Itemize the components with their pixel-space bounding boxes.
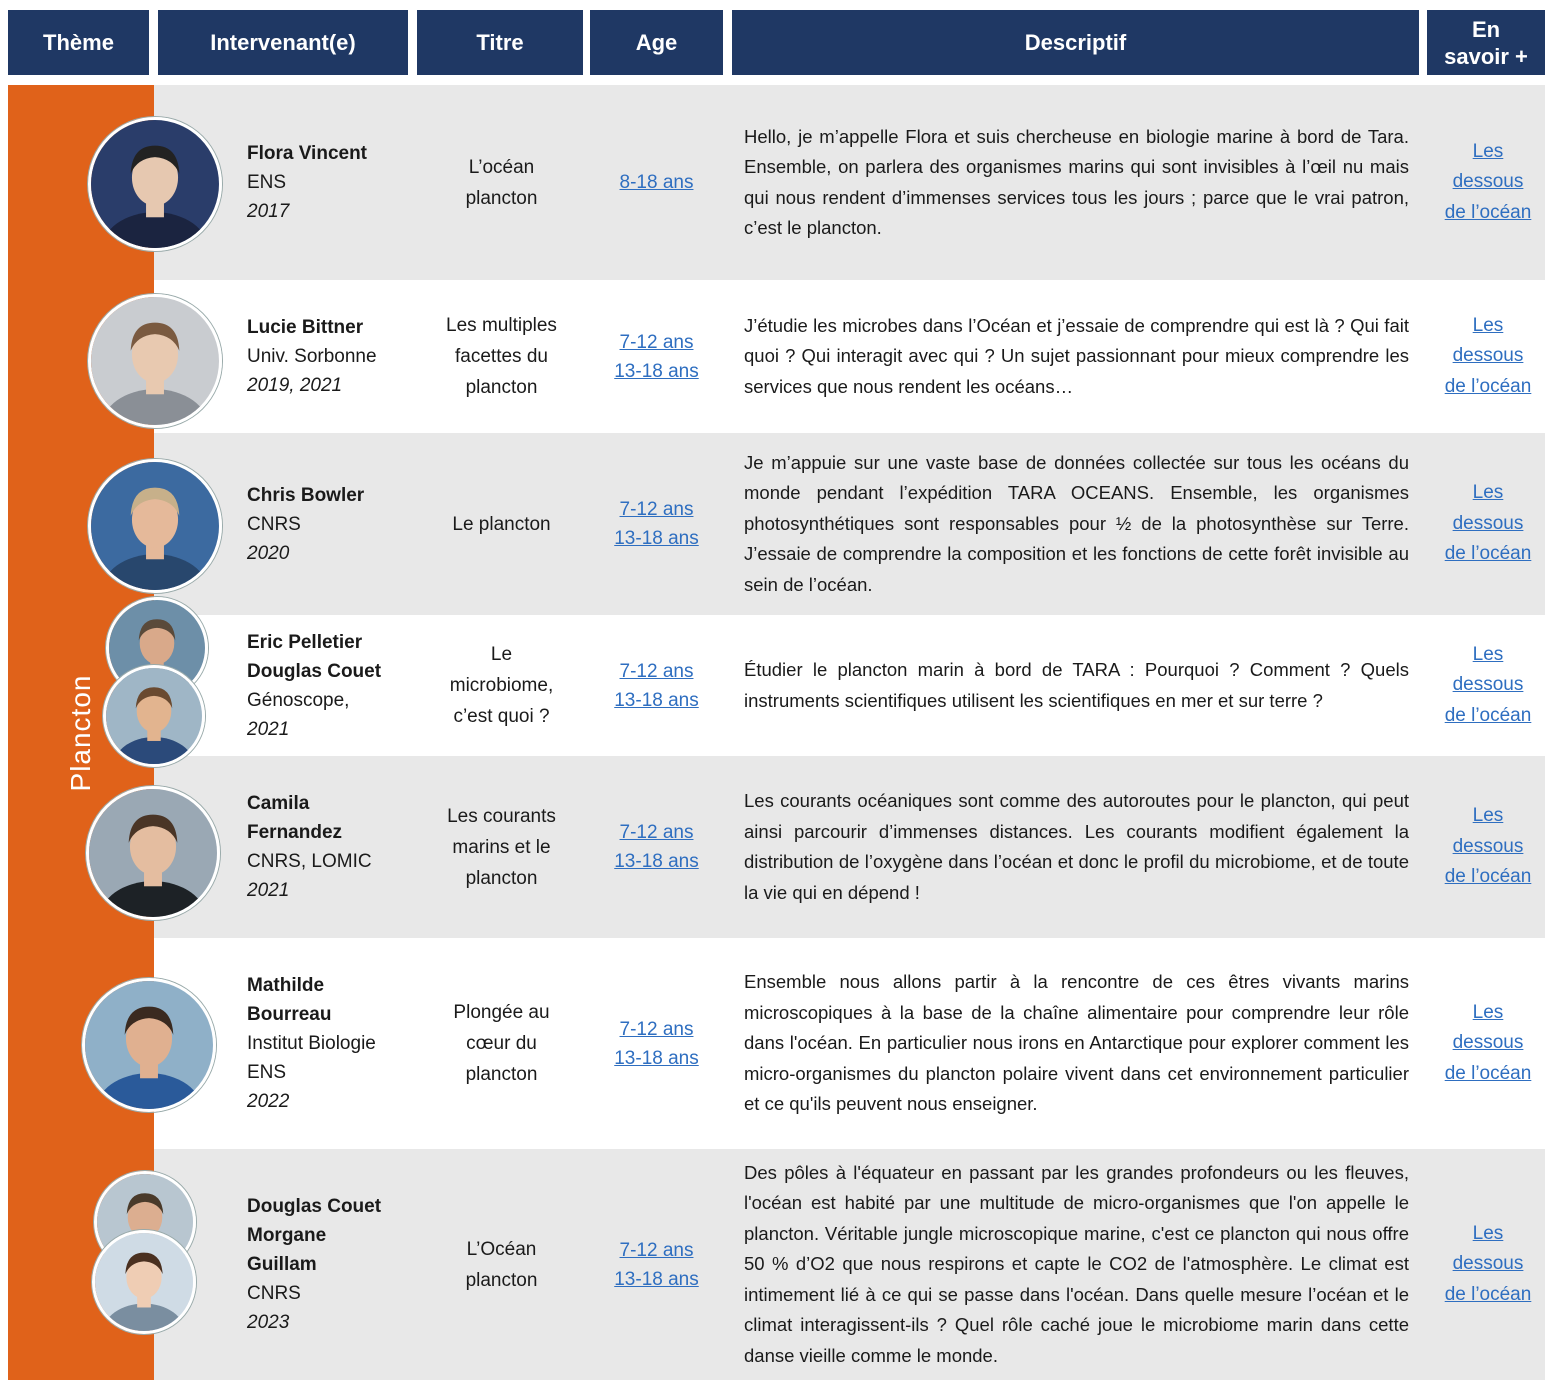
description-text: Des pôles à l'équateur en passant par les grandes profondeurs ou les fleuves, l'océan est habité par une multitude de micro-organismes que l'on appelle le plancton. Véritable jungle microscopique marine, c'est ce plancton qui nous offre 50 % d’O2 que nous respirons et capte le CO2 de l'atmosphère. Le climat est intimement lié à ce qui se passe dans l'océan. Dans quelle mesure l’océan et le climat interagissent-ils ? Quel rôle caché joue le microbiome marin dans cette danse vieille comme le monde. — [744, 1161, 1409, 1366]
speaker-name: Guillam — [247, 1254, 317, 1275]
speaker-name: Eric Pelletier — [247, 631, 363, 653]
more-link[interactable] — [1424, 938, 1545, 1149]
description-cell — [744, 756, 1409, 938]
age-link[interactable]: 13-18 ans — [614, 851, 699, 872]
age-link[interactable]: 13-18 ans — [614, 689, 699, 711]
speaker-cell — [247, 433, 422, 615]
more-link-line[interactable]: de l’océan — [1444, 375, 1532, 397]
more-link-line[interactable]: dessous — [1452, 512, 1524, 534]
title-line: plancton — [465, 377, 538, 398]
age-cell — [579, 1149, 734, 1380]
table-row — [154, 85, 1545, 280]
header-theme — [8, 10, 149, 75]
more-link-line[interactable]: dessous — [1452, 835, 1524, 857]
title-cell — [424, 615, 579, 756]
description-cell — [744, 280, 1409, 433]
speaker-name: Camila — [247, 793, 310, 814]
description-cell — [744, 85, 1409, 280]
description-text: Les courants océaniques sont comme des autoroutes pour le plancton, qui peut ainsi parcourir d’immenses distances. Les courants modifient également la distribution de l’oxygène dans l’océan et donc le profil du microbiome, et de toute la vie qui en dépend ! — [744, 790, 1409, 903]
more-link-line[interactable]: dessous — [1452, 171, 1524, 193]
speaker-cell — [247, 615, 422, 756]
age-cell — [579, 938, 734, 1149]
header-theme-label: Thème — [43, 30, 114, 55]
description-text: Hello, je m’appelle Flora et suis chercheuse en biologie marine à bord de Tara. Ensemble, on parlera des organismes marins qui sont invisibles à l’œil nu mais qui nous rendent d’immenses services tous les jours ; parce que le vrai patron, c’est le plancton. — [744, 125, 1409, 238]
speaker-name: Douglas Couet — [247, 1196, 382, 1217]
title-cell — [424, 756, 579, 938]
speaker-affiliation: Univ. Sorbonne — [247, 346, 377, 367]
title-cell — [424, 938, 579, 1149]
title-line: microbiome, — [449, 675, 554, 696]
speaker-cell — [247, 938, 422, 1149]
title-line: L’Océan — [466, 1238, 537, 1260]
speaker-year: 2021 — [247, 718, 290, 740]
table-row — [154, 615, 1545, 756]
header-age — [590, 10, 723, 75]
title-cell — [424, 85, 579, 280]
age-link[interactable]: 8-18 ans — [619, 172, 694, 193]
more-link-line[interactable]: dessous — [1452, 1032, 1524, 1054]
speaker-cell — [247, 280, 422, 433]
more-link-line[interactable]: dessous — [1452, 674, 1524, 696]
age-link[interactable]: 7-12 ans — [619, 499, 694, 520]
header-age-label: Age — [635, 30, 678, 55]
avatar — [88, 294, 222, 428]
description-cell — [744, 1149, 1409, 1380]
age-link[interactable]: 7-12 ans — [619, 1018, 694, 1040]
speaker-year: 2023 — [247, 1312, 290, 1333]
title-line: Le plancton — [452, 513, 551, 535]
header-title — [417, 10, 583, 75]
header-description-label: Descriptif — [1024, 30, 1127, 55]
age-cell — [579, 756, 734, 938]
speaker-year: 2019, 2021 — [247, 375, 343, 396]
more-link-line[interactable]: Les — [1472, 482, 1504, 504]
title-cell — [424, 1149, 579, 1380]
title-line: plancton — [465, 187, 538, 209]
title-line: Plongée au — [453, 1002, 550, 1023]
title-line: c’est quoi ? — [453, 706, 550, 727]
age-link[interactable]: 13-18 ans — [614, 1047, 699, 1069]
age-cell — [579, 615, 734, 756]
speaker-name: Lucie Bittner — [247, 317, 364, 338]
more-link-line[interactable]: Les — [1472, 805, 1504, 827]
header-description — [732, 10, 1419, 75]
title-cell — [424, 433, 579, 615]
title-line: facettes du — [455, 346, 548, 367]
title-line: plancton — [465, 1064, 538, 1085]
description-text: Étudier le plancton marin à bord de TARA : Pourquoi ? Comment ? Quels instruments scientifiques utilisent les scientifiques en mer et sur terre ? — [744, 659, 1409, 711]
age-cell — [579, 280, 734, 433]
more-link-line[interactable]: Les — [1472, 140, 1504, 162]
more-link-line[interactable]: de l’océan — [1444, 1283, 1532, 1305]
more-link-line[interactable]: de l’océan — [1444, 866, 1532, 888]
avatar — [92, 1230, 196, 1334]
more-link-line[interactable]: de l’océan — [1444, 543, 1532, 565]
speaker-name: Mathilde — [247, 975, 325, 996]
speaker-name: Morgane — [247, 1225, 327, 1246]
age-cell — [579, 85, 734, 280]
title-line: marins et le — [452, 836, 551, 858]
header-speaker-label: Intervenant(e) — [210, 30, 356, 55]
age-link[interactable]: 13-18 ans — [614, 1268, 699, 1290]
title-line: Les courants — [447, 805, 556, 827]
more-link[interactable] — [1424, 756, 1545, 938]
header-more-line1: En — [1471, 16, 1501, 42]
table-row — [154, 1149, 1545, 1380]
age-link[interactable]: 13-18 ans — [614, 528, 699, 549]
title-line: Les multiples — [446, 315, 557, 336]
speaker-cell — [247, 756, 422, 938]
more-link[interactable] — [1424, 433, 1545, 615]
avatar — [82, 978, 216, 1112]
speaker-cell — [247, 1149, 422, 1380]
age-link[interactable]: 13-18 ans — [614, 360, 699, 382]
age-link[interactable]: 7-12 ans — [619, 822, 694, 843]
description-text: J’étudie les microbes dans l’Océan et j’essaie de comprendre qui est là ? Qui fait quoi ? Qui interagit avec qui ? Un sujet passionnant pour mieux comprendre les services que nous rendent les océans… — [744, 314, 1409, 397]
speaker-name: Chris Bowler — [247, 484, 365, 506]
description-cell — [744, 615, 1409, 756]
avatar — [103, 665, 205, 767]
title-line: L’océan — [468, 156, 535, 178]
speaker-name: Douglas Couet — [247, 660, 382, 682]
more-link[interactable] — [1424, 615, 1545, 756]
more-link-line[interactable]: de l’océan — [1444, 1062, 1532, 1084]
speaker-name: Bourreau — [247, 1004, 332, 1025]
table-row — [154, 433, 1545, 615]
speaker-cell — [247, 85, 422, 280]
more-link[interactable] — [1424, 280, 1545, 433]
description-cell — [744, 433, 1409, 615]
header-more-line2: savoir + — [1444, 43, 1528, 69]
speaker-name: Fernandez — [247, 822, 343, 843]
more-link-line[interactable]: dessous — [1452, 345, 1524, 367]
more-link-line[interactable]: de l’océan — [1444, 201, 1532, 223]
age-link[interactable]: 7-12 ans — [619, 1239, 694, 1261]
description-text: Ensemble nous allons partir à la rencontre de ces êtres vivants marins microscopiques à la base de la chaîne alimentaire pour comprendre leur rôle dans l'océan. En particulier nous irons en Antarctique pour explorer comment les micro-organismes du plancton polaire vivent dans cet environnement particulier et ce qu'ils peuvent nous enseigner. — [744, 971, 1409, 1115]
more-link-line[interactable]: Les — [1472, 314, 1504, 336]
more-link[interactable] — [1424, 1149, 1545, 1380]
table-row — [154, 938, 1545, 1149]
title-line: cœur du — [466, 1033, 537, 1054]
speaker-affiliation: Génoscope, — [247, 689, 350, 711]
speaker-affiliation: CNRS — [247, 513, 301, 535]
speaker-affiliation: ENS — [247, 172, 287, 193]
table-row — [154, 756, 1545, 938]
description-text: Je m’appuie sur une vaste base de données collectée sur tous les océans du monde pendant l’expédition TARA OCEANS. Ensemble, les organismes photosynthétiques sont responsables pour ½ de la photosynthèse sur Terre. J’essaie de comprendre la composition et les fonctions de cette forêt invisible au sein de l’océan. — [744, 451, 1409, 595]
description-cell — [744, 938, 1409, 1149]
avatar — [86, 786, 220, 920]
more-link-line[interactable]: Les — [1472, 1001, 1504, 1023]
speaker-year: 2022 — [247, 1091, 290, 1112]
speaker-name: Flora Vincent — [247, 143, 368, 164]
speaker-affiliation: CNRS — [247, 1283, 301, 1304]
title-line: Le — [490, 644, 513, 665]
theme-label: Plancton — [65, 674, 96, 792]
age-link[interactable]: 7-12 ans — [619, 331, 694, 353]
speaker-affiliation: Institut Biologie — [247, 1033, 376, 1054]
speaker-affiliation: ENS — [247, 1062, 287, 1083]
more-link-line[interactable]: de l’océan — [1444, 704, 1532, 726]
speaker-year: 2020 — [247, 542, 290, 564]
title-line: plancton — [465, 867, 538, 889]
more-link-line[interactable]: dessous — [1452, 1253, 1524, 1275]
more-link-line[interactable]: Les — [1472, 1222, 1504, 1244]
header-more — [1427, 10, 1545, 75]
speaker-affiliation: CNRS, LOMIC — [247, 851, 372, 872]
avatar — [88, 117, 222, 251]
speaker-year: 2021 — [247, 880, 290, 901]
avatar — [88, 459, 222, 593]
title-line: plancton — [465, 1269, 538, 1291]
more-link-line[interactable]: Les — [1472, 643, 1504, 665]
title-cell — [424, 280, 579, 433]
header-speaker — [158, 10, 408, 75]
table-row — [154, 280, 1545, 433]
more-link[interactable] — [1424, 85, 1545, 280]
age-cell — [579, 433, 734, 615]
age-link[interactable]: 7-12 ans — [619, 660, 694, 682]
header-title-label: Titre — [476, 30, 524, 55]
speaker-year: 2017 — [247, 201, 290, 222]
